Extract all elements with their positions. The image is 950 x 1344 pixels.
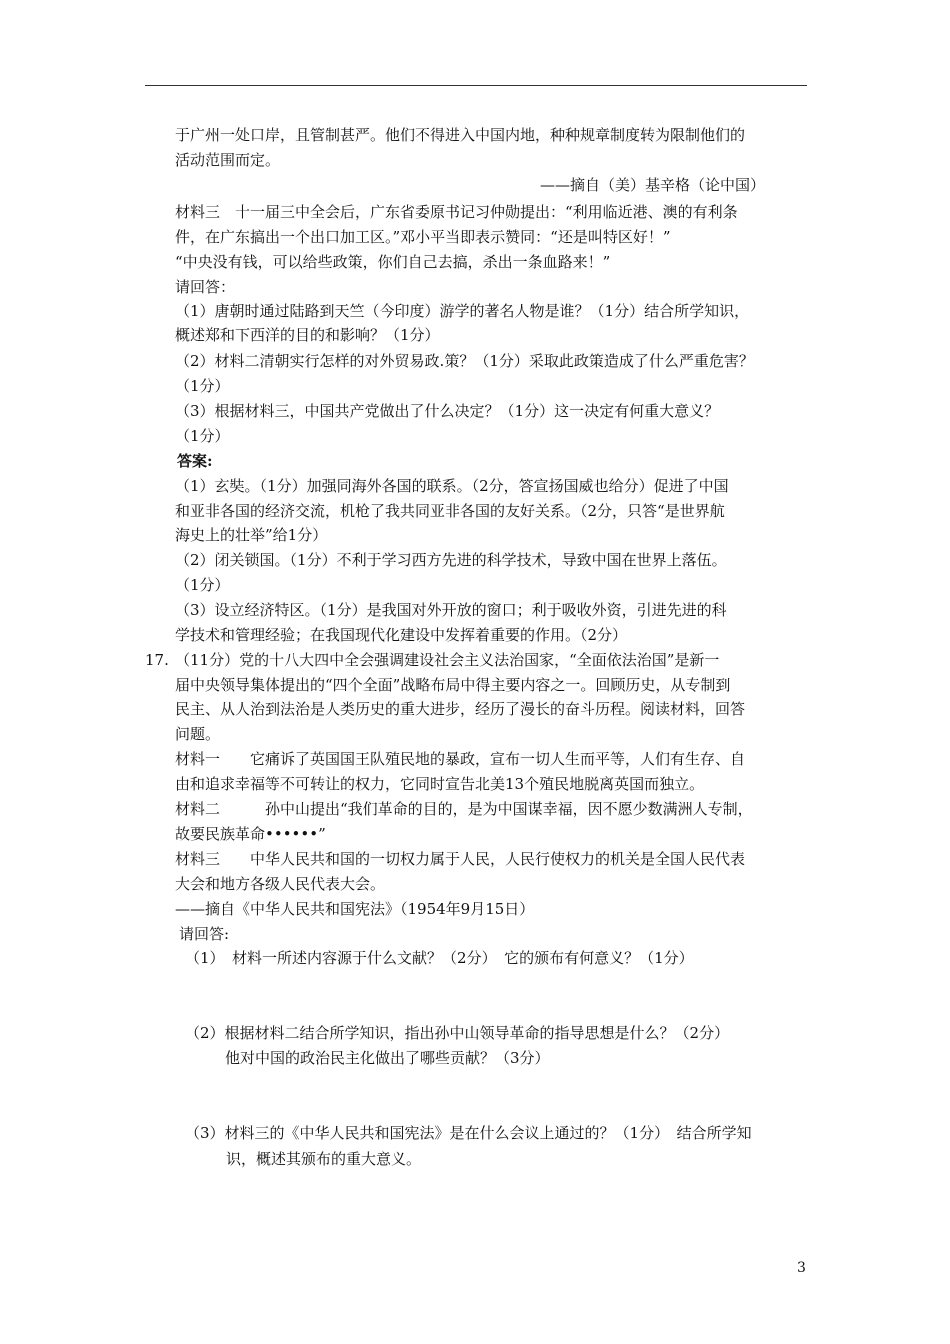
question-line: （3）材料三的《中华人民共和国宪法》是在什么会议上通过的？（1分） 结合所学知	[185, 1124, 752, 1142]
answer-heading: 答案:	[177, 452, 213, 470]
prompt-label: 请回答:	[179, 925, 230, 943]
answer-line: （1）玄奘。（1分）加强同海外各国的联系。（2分，答宣扬国威也给分）促进了中国	[175, 477, 729, 495]
answer-line: 和亚非各国的经济交流，机枪了我共同亚非各国的友好关系。（2分，只答“是世界航	[175, 502, 725, 520]
question-number: 17.	[145, 651, 169, 669]
question-line: （1） 材料一所述内容源于什么文献？（2分） 它的颁布有何意义？（1分）	[185, 949, 694, 967]
prompt-label: 请回答：	[175, 278, 236, 296]
text-line: “中央没有钱，可以给些政策，你们自己去搞，杀出一条血路来！”	[175, 253, 611, 271]
answer-line: （3）设立经济特区。（1分）是我国对外开放的窗口；利于吸收外资，引进先进的科	[175, 601, 727, 619]
question-line: （3）根据材料三，中国共产党做出了什么决定？（1分）这一决定有何重大意义？	[175, 402, 720, 420]
material-line: 大会和地方各级人民代表大会。	[175, 875, 386, 893]
question-line: （2）根据材料二结合所学知识，指出孙中山领导革命的指导思想是什么？（2分）	[185, 1024, 730, 1042]
citation: ——摘自《中华人民共和国宪法》（1954年9月15日）	[175, 900, 535, 918]
question-text: 民主、从人治到法治是人类历史的重大进步，经历了漫长的奋斗历程。阅读材料，回答	[175, 700, 746, 718]
material-line: 材料三 中华人民共和国的一切权力属于人民，人民行使权力的机关是全国人民代表	[175, 850, 746, 868]
text-line: 活动范围而定。	[175, 151, 281, 169]
question-line: （1分）	[175, 377, 230, 395]
answer-line: （2）闭关锁国。（1分）不利于学习西方先进的科学技术，导致中国在世界上落伍。	[175, 551, 727, 569]
text-line: 于广州一处口岸，且管制甚严。他们不得进入中国内地，种种规章制度转为限制他们的	[175, 126, 746, 144]
question-line: （1分）	[175, 427, 230, 445]
answer-line: 海史上的壮举”给1分）	[175, 526, 328, 544]
citation: ——摘自（美）基辛格（论中国）	[540, 176, 766, 194]
text-line: 材料三 十一届三中全会后，广东省委原书记习仲勋提出：“利用临近港、澳的有利条	[175, 203, 738, 221]
header-rule	[145, 85, 807, 86]
question-line: （1）唐朝时通过陆路到天竺（今印度）游学的著名人物是谁？（1分）结合所学知识，	[175, 302, 750, 320]
material-line: 由和追求幸福等不可转让的权力，它同时宣告北美13个殖民地脱离英国而独立。	[175, 775, 705, 793]
question-line: 他对中国的政治民主化做出了哪些贡献？（3分）	[225, 1049, 550, 1067]
question-line: （2）材料二清朝实行怎样的对外贸易政.策？（1分）采取此政策造成了什么严重危害？	[175, 352, 754, 370]
material-line: 材料二 孙中山提出“我们革命的目的，是为中国谋幸福，因不愿少数满洲人专制，	[175, 800, 753, 818]
material-line: 材料一 它痛诉了英国国王队殖民地的暴政，宣布一切人生而平等，人们有生存、自	[175, 750, 746, 768]
material-line: 故要民族革命••••••”	[175, 825, 326, 843]
question-text: 问题。	[175, 725, 221, 743]
question-line: 识，概述其颁布的重大意义。	[226, 1150, 422, 1168]
page-number: 3	[797, 1260, 806, 1276]
text-line: 件，在广东搞出一个出口加工区。”邓小平当即表示赞同：“还是叫特区好！”	[175, 228, 671, 246]
answer-line: （1分）	[175, 576, 230, 594]
answer-line: 学技术和管理经验；在我国现代化建设中发挥着重要的作用。（2分）	[175, 626, 628, 644]
question-line: 概述郑和下西洋的目的和影响？（1分）	[175, 326, 440, 344]
question-text: 届中央领导集体提出的“四个全面”战略布局中得主要内容之一。回顾历史，从专制到	[175, 676, 731, 694]
question-text: （11分）党的十八大四中全会强调建设社会主义法治国家，“全面依法治国”是新一	[175, 651, 720, 669]
